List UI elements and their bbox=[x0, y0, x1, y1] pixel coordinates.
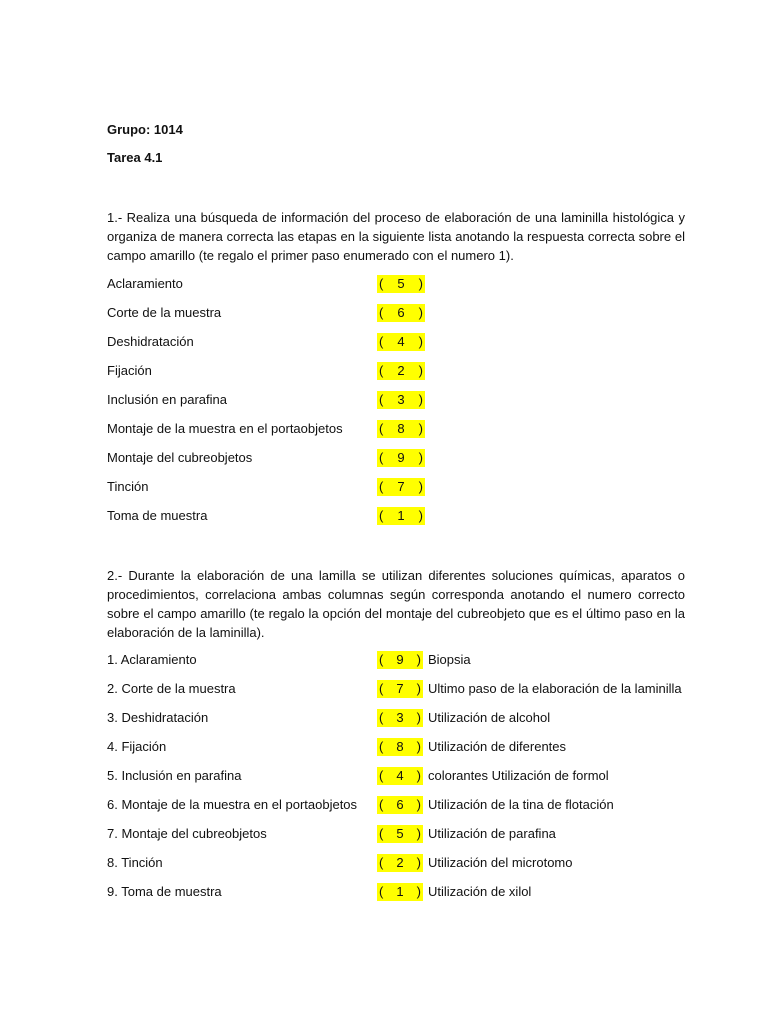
close-paren: ) bbox=[416, 884, 421, 899]
close-paren: ) bbox=[416, 710, 421, 725]
open-paren: ( bbox=[379, 479, 384, 494]
close-paren: ) bbox=[416, 826, 421, 841]
open-paren: ( bbox=[379, 826, 384, 841]
answer-field[interactable] bbox=[377, 449, 425, 467]
answer-value: 8 bbox=[396, 739, 404, 754]
match-description: Utilización de parafina bbox=[428, 826, 556, 841]
match-description: Utilización de diferentes bbox=[428, 739, 567, 754]
step-label: Inclusión en parafina bbox=[107, 392, 227, 407]
answer-value: 9 bbox=[396, 652, 404, 667]
close-paren: ) bbox=[416, 681, 421, 696]
close-paren: ) bbox=[418, 305, 423, 320]
step-label: Montaje de la muestra en el portaobjetos bbox=[107, 421, 343, 436]
answer-field[interactable] bbox=[377, 825, 423, 843]
answer-value: 7 bbox=[397, 479, 405, 494]
match-description: Utilización de la tina de flotación bbox=[428, 797, 614, 812]
answer-field[interactable] bbox=[377, 796, 423, 814]
section1-instruction: 1.- Realiza una búsqueda de información del proceso de elaboración de una laminilla histológica y organiza de manera correcta las etapas en la siguiente lista anotando la respuesta correcta sobre el campo amarillo (te regalo el primer paso enumerado con el numero 1). bbox=[107, 210, 685, 263]
close-paren: ) bbox=[416, 768, 421, 783]
answer-value: 5 bbox=[397, 276, 405, 291]
answer-field[interactable] bbox=[377, 854, 423, 872]
answer-field[interactable] bbox=[377, 304, 425, 322]
close-paren: ) bbox=[418, 392, 423, 407]
step-label: Deshidratación bbox=[107, 334, 194, 349]
answer-field[interactable] bbox=[377, 767, 423, 785]
answer-value: 2 bbox=[397, 363, 405, 378]
answer-value: 4 bbox=[396, 768, 404, 783]
step-label: 7. Montaje del cubreobjetos bbox=[107, 826, 267, 841]
step-label: Fijación bbox=[107, 363, 152, 378]
close-paren: ) bbox=[418, 276, 423, 291]
answer-value: 5 bbox=[396, 826, 404, 841]
answer-value: 2 bbox=[396, 855, 404, 870]
answer-value: 8 bbox=[397, 421, 405, 436]
close-paren: ) bbox=[418, 479, 423, 494]
answer-field[interactable] bbox=[377, 883, 423, 901]
answer-value: 6 bbox=[397, 305, 405, 320]
open-paren: ( bbox=[379, 392, 384, 407]
answer-value: 9 bbox=[397, 450, 405, 465]
close-paren: ) bbox=[418, 421, 423, 436]
match-description: Biopsia bbox=[428, 652, 471, 667]
match-description: colorantes Utilización de formol bbox=[428, 768, 609, 783]
step-label: 6. Montaje de la muestra en el portaobjetos bbox=[107, 797, 358, 812]
step-label: 4. Fijación bbox=[107, 739, 167, 754]
close-paren: ) bbox=[416, 652, 421, 667]
close-paren: ) bbox=[418, 334, 423, 349]
answer-field[interactable] bbox=[377, 275, 425, 293]
open-paren: ( bbox=[379, 855, 384, 870]
open-paren: ( bbox=[379, 508, 384, 523]
step-label: 3. Deshidratación bbox=[107, 710, 209, 725]
answer-field[interactable] bbox=[377, 651, 423, 669]
close-paren: ) bbox=[416, 855, 421, 870]
close-paren: ) bbox=[418, 508, 423, 523]
match-description: Ultimo paso de la elaboración de la laminilla bbox=[428, 681, 682, 696]
open-paren: ( bbox=[379, 652, 384, 667]
answer-value: 6 bbox=[396, 797, 404, 812]
step-label: 2. Corte de la muestra bbox=[107, 681, 236, 696]
open-paren: ( bbox=[379, 710, 384, 725]
answer-field[interactable] bbox=[377, 709, 423, 727]
answer-value: 3 bbox=[397, 392, 405, 407]
group-heading: Grupo: 1014 bbox=[107, 122, 183, 137]
step-label: Montaje del cubreobjetos bbox=[107, 450, 253, 465]
step-label: Toma de muestra bbox=[107, 508, 208, 523]
close-paren: ) bbox=[416, 739, 421, 754]
answer-field[interactable] bbox=[377, 738, 423, 756]
match-description: Utilización de xilol bbox=[428, 884, 532, 899]
task-heading: Tarea 4.1 bbox=[107, 150, 163, 165]
match-description: Utilización de alcohol bbox=[428, 710, 551, 725]
answer-value: 3 bbox=[396, 710, 404, 725]
open-paren: ( bbox=[379, 421, 384, 436]
answer-field[interactable] bbox=[377, 362, 425, 380]
open-paren: ( bbox=[379, 884, 384, 899]
answer-field[interactable] bbox=[377, 333, 425, 351]
close-paren: ) bbox=[416, 797, 421, 812]
answer-field[interactable] bbox=[377, 680, 423, 698]
open-paren: ( bbox=[379, 739, 384, 754]
open-paren: ( bbox=[379, 768, 384, 783]
step-label: 9. Toma de muestra bbox=[107, 884, 222, 899]
open-paren: ( bbox=[379, 305, 384, 320]
step-label: 1. Aclaramiento bbox=[107, 652, 197, 667]
answer-value: 4 bbox=[397, 334, 405, 349]
answer-field[interactable] bbox=[377, 507, 425, 525]
answer-field[interactable] bbox=[377, 478, 425, 496]
open-paren: ( bbox=[379, 681, 384, 696]
answer-value: 1 bbox=[397, 508, 405, 523]
step-label: Tinción bbox=[107, 479, 149, 494]
answer-field[interactable] bbox=[377, 391, 425, 409]
open-paren: ( bbox=[379, 797, 384, 812]
step-label: 8. Tinción bbox=[107, 855, 163, 870]
open-paren: ( bbox=[379, 276, 384, 291]
close-paren: ) bbox=[418, 363, 423, 378]
step-label: Corte de la muestra bbox=[107, 305, 222, 320]
close-paren: ) bbox=[418, 450, 423, 465]
open-paren: ( bbox=[379, 334, 384, 349]
step-label: 5. Inclusión en parafina bbox=[107, 768, 242, 783]
answer-value: 7 bbox=[396, 681, 404, 696]
open-paren: ( bbox=[379, 363, 384, 378]
answer-field[interactable] bbox=[377, 420, 425, 438]
answer-value: 1 bbox=[396, 884, 404, 899]
match-description: Utilización del microtomo bbox=[428, 855, 573, 870]
section2-instruction: 2.- Durante la elaboración de una lamilla se utilizan diferentes soluciones químicas, aparatos o procedimientos, correlaciona ambas columnas según corresponda anotando el numero correcto sobre el campo amarillo (te regalo la opción del montaje del cubreobjeto que es el último paso en la elaboración de la laminilla). bbox=[107, 568, 685, 640]
step-label: Aclaramiento bbox=[107, 276, 183, 291]
open-paren: ( bbox=[379, 450, 384, 465]
